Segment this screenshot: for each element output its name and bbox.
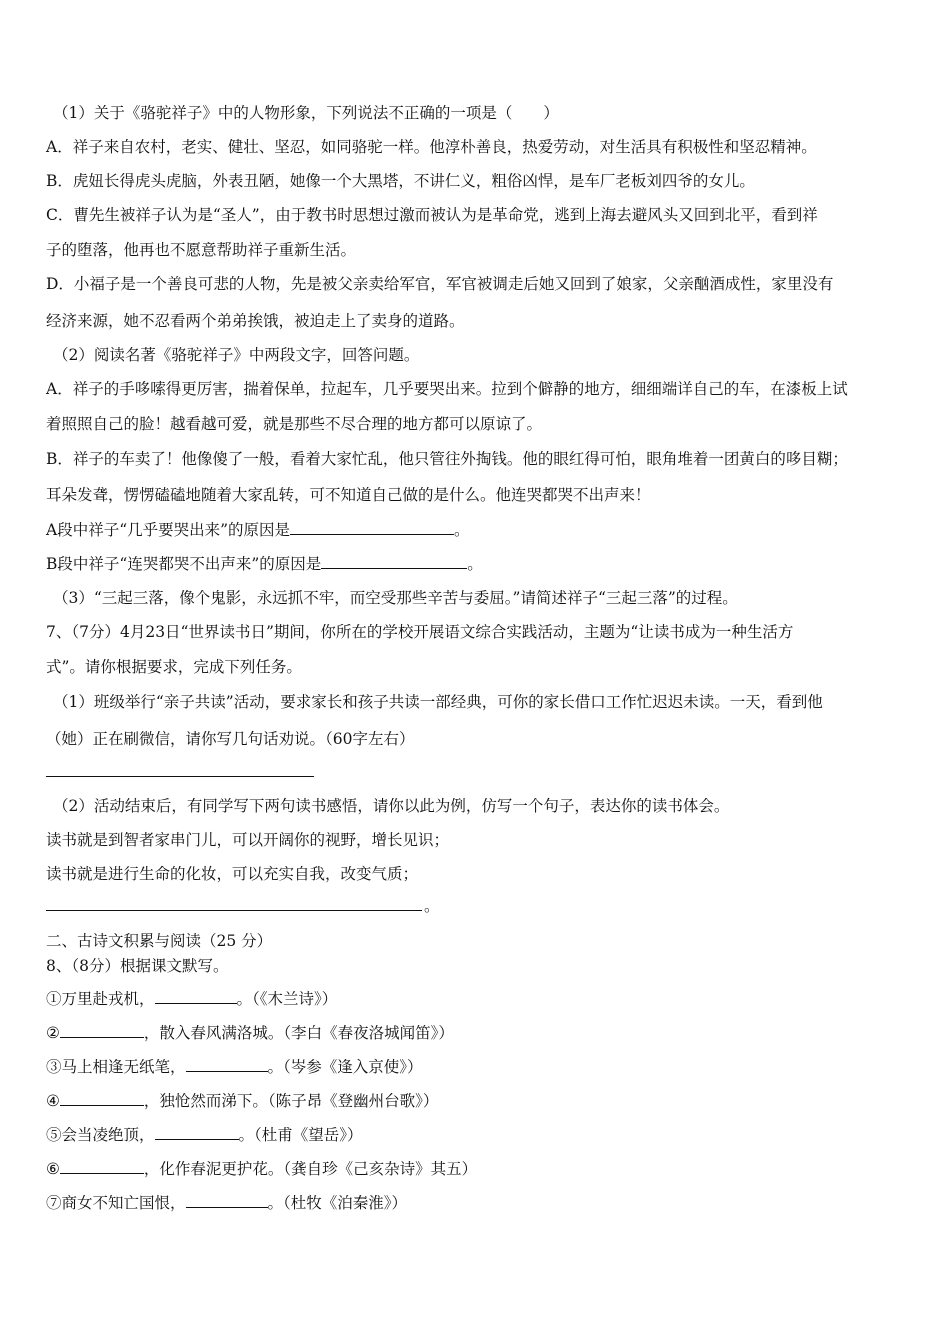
q8-item-before: ⑦商女不知亡国恨，: [46, 1194, 186, 1212]
answer-blank[interactable]: [60, 1091, 144, 1106]
answer-blank[interactable]: [60, 1159, 144, 1174]
q6-part2-passage-b-line2: 耳朵发聋，愣愣磕磕地随着大家乱转，可不知道自己做的是什么。他连哭都哭不出声来！: [46, 486, 651, 504]
q7-part1-line1: （1）班级举行“亲子共读”活动，要求家长和孩子共读一部经典，可你的家长借口工作忙迟迟未读。一天，看到他: [53, 693, 823, 711]
q6-part1-option-a: A．祥子来自农村，老实、健壮、坚忍，如同骆驼一样。他淳朴善良，热爱劳动，对生活具有积极性和坚忍精神。: [46, 138, 817, 156]
q8-stem: 8、（8分）根据课文默写。: [46, 957, 229, 975]
answer-line[interactable]: [46, 776, 314, 777]
answer-blank[interactable]: [155, 1125, 239, 1140]
q6-part3: （3）“三起三落，像个鬼影，永远抓不牢，而空受那些辛苦与委屈。”请简述祥子“三起三落”的过程。: [53, 589, 738, 607]
q8-item-5: [46, 1125, 916, 1145]
q8-item-before: ⑤会当凌绝顶，: [46, 1126, 155, 1144]
q6-part1-option-d-line2: 经济来源，她不忍看两个弟弟挨饿，被迫走上了卖身的道路。: [46, 312, 465, 330]
answer-blank[interactable]: [60, 1023, 144, 1038]
q6-part2-passage-b-line1: B．祥子的车卖了！他像傻了一般，看着大家忙乱，他只管往外掏钱。他的眼红得可怕，眼角堆着一团黄白的哆目糊；: [46, 450, 848, 468]
q7-example-1: 读书就是到智者家串门儿，可以开阔你的视野，增长见识；: [46, 831, 450, 849]
q8-item-1: [46, 989, 916, 1009]
q7-stem-line1: 7、（7分）4月23日“世界读书日”期间，你所在的学校开展语文综合实践活动，主题为“让读书成为一种生活方: [46, 623, 794, 641]
q8-item-7: [46, 1193, 916, 1213]
q7-end-mark: 。: [424, 897, 440, 915]
q6-part2-fill-a: [46, 520, 916, 540]
answer-blank[interactable]: [186, 1193, 268, 1208]
q8-item-4: [46, 1091, 916, 1111]
q6-part1-option-c-line1: C．曹先生被祥子认为是“圣人”，由于教书时思想过激而被认为是革命党，逃到上海去避风头又回到北平，看到祥: [46, 206, 818, 224]
q8-item-before: ①万里赴戎机，: [46, 990, 155, 1008]
q8-item-2: [46, 1023, 916, 1043]
answer-blank[interactable]: [321, 554, 467, 569]
answer-blank[interactable]: [155, 989, 237, 1004]
q8-item-after: ，散入春风满洛城。（李白《春夜洛城闻笛》）: [143, 1024, 454, 1042]
q8-item-6: [46, 1159, 916, 1179]
q8-item-3: [46, 1057, 916, 1077]
fill-b-prompt: B段中祥子“连哭都哭不出声来”的原因是: [46, 555, 322, 573]
q7-stem-line2: 式”。请你根据要求，完成下列任务。: [46, 658, 302, 676]
q8-item-after: ，独怆然而涕下。（陈子昂《登幽州台歌》）: [143, 1092, 439, 1110]
q7-example-2: 读书就是进行生命的化妆，可以充实自我，改变气质；: [46, 865, 419, 883]
answer-blank[interactable]: [290, 520, 454, 535]
q8-item-before: ④: [46, 1092, 60, 1110]
q8-item-after: 。（杜牧《泊秦淮》）: [267, 1194, 408, 1212]
answer-line[interactable]: [46, 910, 422, 911]
q8-item-after: 。（杜甫《望岳》）: [238, 1126, 363, 1144]
q8-item-after: ，化作春泥更护花。（龚自珍《己亥杂诗》其五）: [143, 1160, 478, 1178]
q6-part2-passage-a-line2: 着照照自己的脸！越看越可爱，就是那些不尽合理的地方都可以原谅了。: [46, 415, 543, 433]
q6-part2-fill-b: [46, 554, 916, 574]
q6-part2-stem: （2）阅读名著《骆驼祥子》中两段文字，回答问题。: [53, 346, 420, 364]
fill-b-end: 。: [467, 555, 483, 573]
q6-part1-option-d-line1: D．小福子是一个善良可悲的人物，先是被父亲卖给军官，军官被调走后她又回到了娘家，父亲酗酒成性，家里没有: [46, 275, 834, 293]
q8-item-after: 。（岑参《逢入京使》）: [267, 1058, 423, 1076]
answer-blank[interactable]: [186, 1057, 268, 1072]
fill-a-prompt: A段中祥子“几乎要哭出来”的原因是: [46, 521, 291, 539]
section-2-heading: 二、古诗文积累与阅读（25 分）: [46, 932, 273, 950]
q6-part1-option-c-line2: 子的堕落，他再也不愿意帮助祥子重新生活。: [46, 241, 357, 259]
q8-item-after: 。（《木兰诗》）: [236, 990, 338, 1008]
q8-item-before: ②: [46, 1024, 60, 1042]
fill-a-end: 。: [454, 521, 470, 539]
q8-item-before: ③马上相逢无纸笔，: [46, 1058, 186, 1076]
q7-part1-line2: （她）正在刷微信，请你写几句话劝说。（60字左右）: [46, 730, 415, 748]
q8-item-before: ⑥: [46, 1160, 60, 1178]
q6-part1-option-b: B．虎妞长得虎头虎脑，外表丑陋，她像一个大黑塔，不讲仁义，粗俗凶悍，是车厂老板刘四爷的女儿。: [46, 172, 755, 190]
q7-part2-stem: （2）活动结束后，有同学写下两句读书感悟，请你以此为例，仿写一个句子，表达你的读书体会。: [53, 797, 730, 815]
q6-part1-stem: （1）关于《骆驼祥子》中的人物形象，下列说法不正确的一项是（ ）: [53, 104, 559, 122]
q6-part2-passage-a-line1: A．祥子的手哆嗦得更厉害，揣着保单，拉起车，几乎要哭出来。拉到个僻静的地方，细细端详自己的车，在漆板上试: [46, 380, 848, 398]
